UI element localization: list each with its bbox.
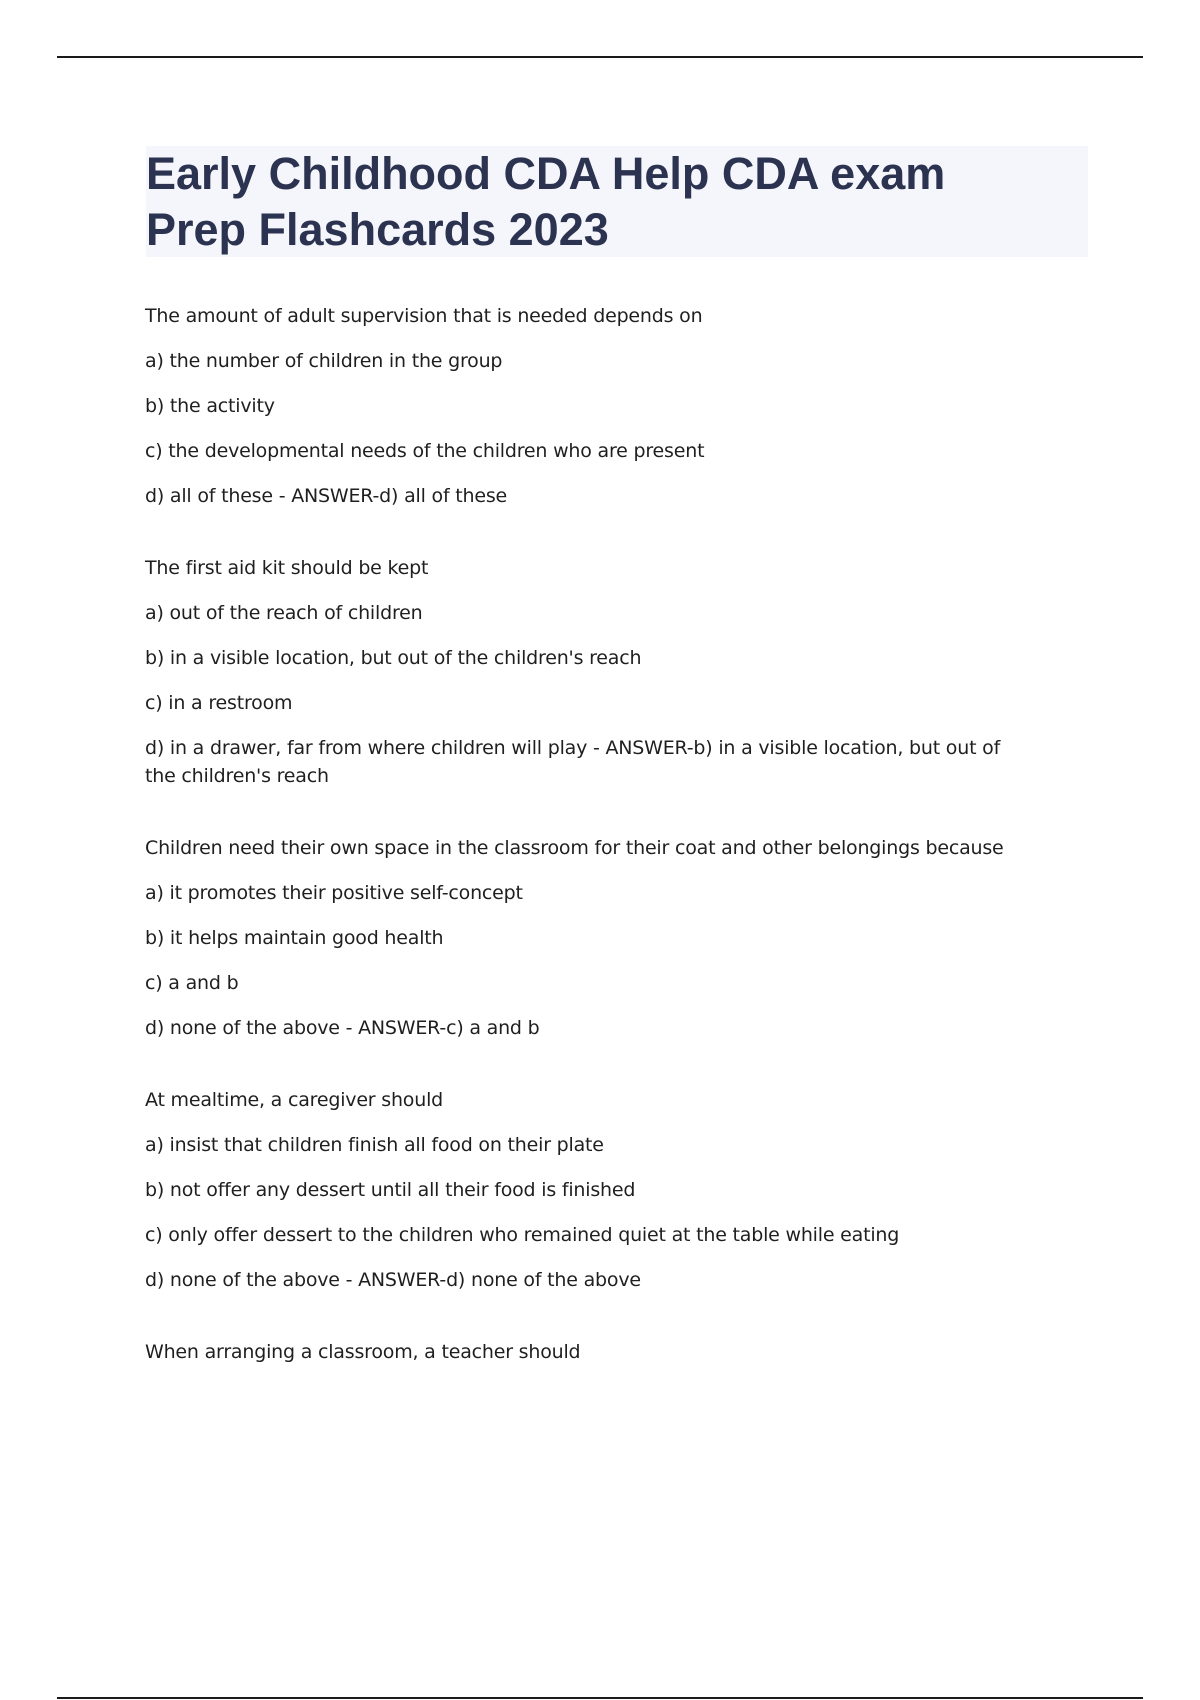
answer-option: a) insist that children finish all food on their plate (145, 1134, 604, 1156)
answer-option: b) the activity (145, 395, 275, 417)
flashcard-question (145, 1086, 1025, 1294)
answer-option: b) it helps maintain good health (145, 927, 444, 949)
answer-option: a) the number of children in the group (145, 350, 503, 372)
answer-option: a) out of the reach of children (145, 602, 423, 624)
footer-rule (57, 1697, 1143, 1699)
question-prompt: The first aid kit should be kept (145, 557, 429, 579)
answer-option: c) the developmental needs of the children who are present (145, 440, 705, 462)
title-block (146, 146, 1088, 257)
question-prompt: Children need their own space in the classroom for their coat and other belongings because (145, 837, 1004, 859)
answer-option: d) in a drawer, far from where children will play - ANSWER-b) in a visible location, but out of the children's reach (145, 737, 1001, 787)
document-title: Early Childhood CDA Help CDA exam Prep Flashcards 2023 (146, 148, 946, 255)
question-prompt: The amount of adult supervision that is needed depends on (145, 305, 703, 327)
answer-option: d) all of these - ANSWER-d) all of these (145, 485, 508, 507)
flashcard-question (145, 1338, 1025, 1366)
answer-option: a) it promotes their positive self-concept (145, 882, 523, 904)
flashcard-question (145, 834, 1025, 1042)
question-prompt: When arranging a classroom, a teacher should (145, 1341, 581, 1363)
header-rule (57, 56, 1143, 58)
answer-option: d) none of the above - ANSWER-d) none of the above (145, 1269, 641, 1291)
flashcard-question (145, 554, 1025, 790)
flashcard-list (145, 302, 1025, 1410)
answer-option: c) a and b (145, 972, 239, 994)
question-prompt: At mealtime, a caregiver should (145, 1089, 444, 1111)
flashcard-question (145, 302, 1025, 510)
answer-option: b) not offer any dessert until all their food is finished (145, 1179, 636, 1201)
answer-option: d) none of the above - ANSWER-c) a and b (145, 1017, 540, 1039)
answer-option: b) in a visible location, but out of the children's reach (145, 647, 642, 669)
answer-option: c) only offer dessert to the children who remained quiet at the table while eating (145, 1224, 900, 1246)
answer-option: c) in a restroom (145, 692, 293, 714)
